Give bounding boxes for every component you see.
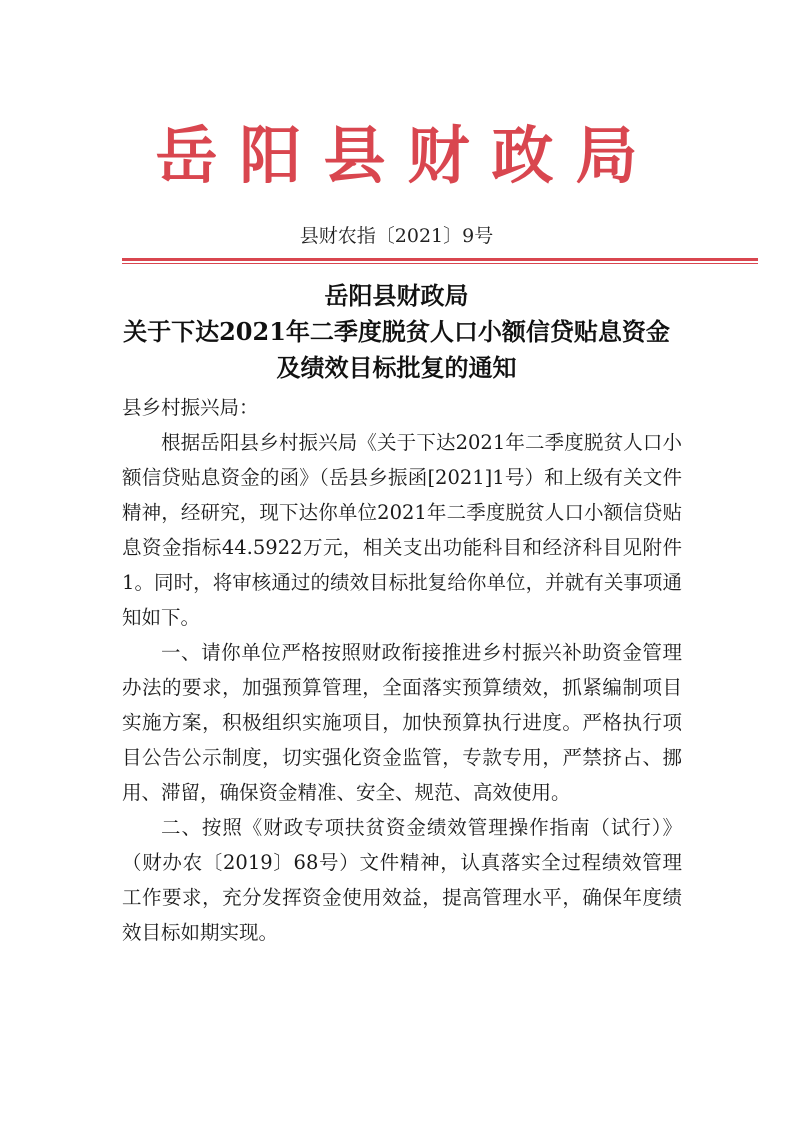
notice-body xyxy=(122,390,682,950)
title-line-1: 岳阳县财政局 xyxy=(324,281,469,310)
red-rule-thick xyxy=(122,258,758,261)
document-number: 县财农指〔2021〕9号 xyxy=(299,225,494,247)
body-paragraph: 根据岳阳县乡村振兴局《关于下达2021年二季度脱贫人口小额信贷贴息资金的函》（岳县乡振函[2021]1号）和上级有关文件精神，经研究，现下达你单位2021年二季度脱贫人口小额信贷贴息资金指标44.5922万元，相关支出功能科目和经济科目见附件1。同时，将审核通过的绩效目标批复给你单位，并就有关事项通知如下。 xyxy=(122,431,682,629)
notice-title xyxy=(0,278,793,386)
salutation: 县乡村振兴局： xyxy=(122,396,259,419)
org-header-title: 岳阳县财政局 xyxy=(155,119,660,192)
red-rule-thin xyxy=(122,263,758,264)
title-line-2: 关于下达2021年二季度脱贫人口小额信贷贴息资金 xyxy=(123,317,670,346)
body-paragraph: 一、请你单位严格按照财政衔接推进乡村振兴补助资金管理办法的要求，加强预算管理，全面落实预算绩效，抓紧编制项目实施方案，积极组织实施项目，加快预算执行进度。严格执行项目公告公示制度，切实强化资金监管，专款专用，严禁挤占、挪用、滞留，确保资金精准、安全、规范、高效使用。 xyxy=(122,641,682,804)
title-line-3: 及绩效目标批复的通知 xyxy=(276,353,517,382)
body-paragraph: 二、按照《财政专项扶贫资金绩效管理操作指南（试行）》（财办农〔2019〕68号）文件精神，认真落实全过程绩效管理工作要求，充分发挥资金使用效益，提高管理水平，确保年度绩效目标如期实现。 xyxy=(122,816,682,944)
red-divider-rule xyxy=(122,258,758,265)
